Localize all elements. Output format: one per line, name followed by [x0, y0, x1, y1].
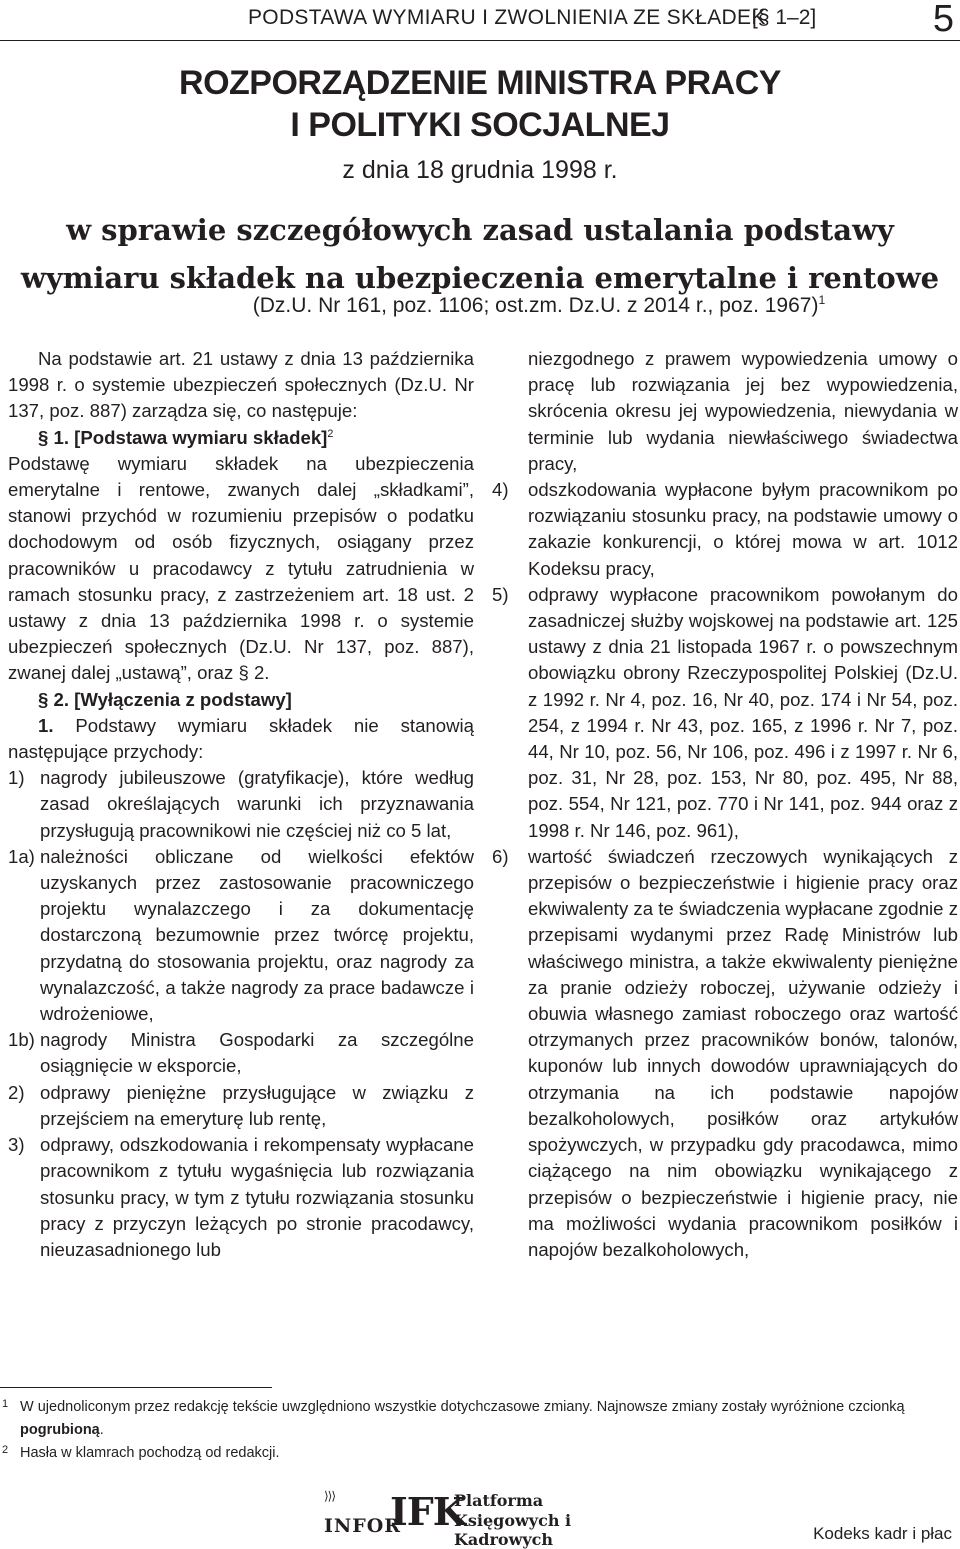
section-1-heading-text: § 1. [Podstawa wymiaru składek]: [38, 426, 328, 448]
logo-infor: INFOR: [324, 1515, 402, 1537]
list-item-label: 4): [492, 479, 509, 501]
logo-platform-line2: Księgowych i Kadrowych: [454, 1511, 572, 1549]
publisher-logo: [324, 1489, 654, 1549]
regulation-title-line2: I POLITYKI SOCJALNEJ: [290, 106, 670, 144]
footnote-rule: [0, 1387, 272, 1388]
right-column: [492, 346, 958, 1263]
footnote-label: 1: [2, 1398, 9, 1410]
footnote: [0, 1442, 955, 1465]
section-2-heading: § 2. [Wyłączenia z podstawy]: [38, 688, 292, 710]
regulation-title-line1: ROZPORZĄDZENIE MINISTRA PRACY: [179, 64, 781, 102]
list-item-text: należności obliczane od wielkości efektów uzyskanych przez zastosowanie pracowniczego projektu wynalazczego i za dokumentację dostarczoną bezumownie przez twórcę projektu, przydatną do stosowania projektu, oraz nagrody za wynalazczość, a także nagrody za prace badawcze i wdrożeniowe,: [40, 845, 474, 1025]
list-item-text: wartość świadczeń rzeczowych wynikających z przepisów o bezpieczeństwie i higienie pracy oraz ekwiwalenty za te świadczenia wypłacane zgodnie z przepisami wydanymi przez Radę Ministrów lub właściwego ministra, a także ekwiwalenty pieniężne za pranie odzieży roboczej, używanie odzieży i obuwia własnego zamiast roboczego oraz wartość otrzymanych przez pracowników bonów, talonów, kuponów lub innych dowodów uprawniających do otrzymania na ich podstawie napojów bezalkoholowych, posiłków oraz artykułów spożywczych, w przypadku gdy pracodawca, mimo ciążącego na nim obowiązku wynikającego z przepisów o bezpieczeństwie i higienie pracy, nie ma możliwości wydania pracownikom posiłków i napojów bezalkoholowych,: [528, 845, 958, 1260]
section-1-heading: [8, 425, 474, 451]
footnote-text: W ujednoliconym przez redakcję tekście uwzględniono wszystkie dotychczasowe zmiany. Najnowsze zmiany zostały wyróżnione czcionką: [20, 1399, 905, 1415]
list-item: [8, 1027, 474, 1079]
publication-text: (Dz.U. Nr 161, poz. 1106; ost.zm. Dz.U. z 2014 r., poz. 1967): [252, 294, 819, 317]
page-number: 5: [932, 0, 954, 40]
footnote-ref-1: 1: [818, 293, 826, 307]
list-item: [8, 765, 474, 844]
list-item: [492, 477, 958, 582]
item-3-continuation: niezgodnego z prawem wypowiedzenia umowy o pracę lub rozwiązania jej bez wypowiedzenia, skrócenia okresu jej wypowiedzenia, niewydania w terminie lub wydania niewłaściwego świadectwa pracy,: [528, 348, 958, 474]
regulation-title: [0, 62, 960, 146]
regulation-date: z dnia 18 grudnia 1998 r.: [342, 156, 618, 184]
regulation-subject-line1: w sprawie szczegółowych zasad ustalania podstawy: [66, 213, 894, 247]
list-item-text: nagrody Ministra Gospodarki za szczególne osiągnięcie w eksporcie,: [40, 1029, 474, 1077]
running-header: [0, 0, 960, 44]
list-item: [8, 1080, 474, 1132]
footnote-bold-text: pogrubioną: [20, 1422, 100, 1438]
list-item: [8, 844, 474, 1027]
list-item-label: 6): [492, 845, 509, 867]
section-2-lead-text: Podstawy wymiaru składek nie stanowią następujące przychody:: [8, 714, 474, 763]
logo-platform-line1: Platforma: [454, 1491, 544, 1510]
list-item-text: odprawy pieniężne przysługujące w związku z przejściem na emeryturę lub rentę,: [40, 1081, 474, 1129]
list-item-label: 3): [8, 1134, 25, 1156]
intro-paragraph: Na podstawie art. 21 ustawy z dnia 13 października 1998 r. o systemie ubezpieczeń społecznych (Dz.U. Nr 137, poz. 887) zarządza się, co następuje:: [8, 348, 474, 422]
section-2-lead-number: 1.: [38, 714, 54, 736]
footnote-text-end: .: [99, 1422, 104, 1438]
list-item-label: 2): [8, 1081, 25, 1103]
footnote-label: 2: [2, 1444, 9, 1456]
publication-name: Kodeks kadr i płac: [813, 1524, 952, 1543]
list-item-text: odprawy wypłacone pracownikom powołanym do zasadniczej służby wojskowej na podstawie art. 125 ustawy z dnia 21 listopada 1967 r. o powszechnym obowiązku obrony Rzeczypospolitej Polskiej (Dz.U. z 1992 r. Nr 4, poz. 16, Nr 40, poz. 174 i Nr 54, poz. 254, z 1994 r. Nr 43, poz. 165, z 1996 r. Nr 7, poz. 44, Nr 10, poz. 56, Nr 106, poz. 496 i z 1997 r. Nr 6, poz. 31, Nr 28, poz. 153, Nr 80, poz. 495, Nr 88, poz. 554, Nr 121, poz. 770 i Nr 141, poz. 944 oraz z 1998 r. Nr 146, poz. 961),: [528, 583, 958, 841]
list-item: [492, 582, 958, 844]
wings-icon: ⟩⟩⟩: [324, 1489, 336, 1503]
footnotes: [0, 1396, 955, 1465]
list-item: [8, 1132, 474, 1263]
regulation-subject-line2: wymiaru składek na ubezpieczenia emerytalne i rentowe: [20, 261, 940, 295]
list-item-label: 5): [492, 583, 509, 605]
publication-reference: [0, 294, 960, 318]
list-item-label: 1a): [8, 845, 35, 867]
footnote-ref-2: 2: [327, 427, 334, 440]
list-item-text: nagrody jubileuszowe (gratyfikacje), które według zasad określających warunki ich przyznawania przysługują pracownikowi nie częściej niż co 5 lat,: [40, 767, 474, 841]
footnote-text: Hasła w klamrach pochodzą od redakcji.: [20, 1445, 280, 1461]
list-item: [492, 844, 958, 1263]
left-column: [8, 346, 474, 1263]
header-rule: [0, 40, 960, 41]
logo-ifk: IFK: [390, 1489, 465, 1534]
section-1-text: Podstawę wymiaru składek na ubezpieczenia emerytalne i rentowe, zwanych dalej „składkami”, stanowi przychód w rozumieniu przepisów o podatku dochodowym od osób fizycznych, osiągany przez pracowników u pracodawcy z tytułu zatrudnienia w ramach stosunku pracy, z zastrzeżeniem art. 18 ust. 2 ustawy z dnia 13 października 1998 r. o systemie ubezpieczeń społecznych (Dz.U. Nr 137, poz. 887), zwanej dalej „ustawą”, oraz § 2.: [8, 452, 474, 684]
list-item-text: odprawy, odszkodowania i rekompensaty wypłacane pracownikom z tytułu wygaśnięcia lub rozwiązania stosunku pracy, w tym z tytułu rozwiązania stosunku pracy z przyczyn leżących po stronie pracodawcy, nieuzasadnionego lub: [40, 1134, 474, 1260]
list-item-label: 1): [8, 767, 25, 789]
list-item-text: odszkodowania wypłacone byłym pracownikom po rozwiązaniu stosunku pracy, na podstawie umowy o zakazie konkurencji, o której mowa w art. 1012 Kodeksu pracy,: [528, 479, 958, 579]
footnote: [0, 1396, 955, 1442]
section-2-lead: [8, 713, 474, 765]
list-item-label: 1b): [8, 1029, 35, 1051]
section-reference: [§ 1–2]: [752, 6, 817, 29]
section-title: PODSTAWA WYMIARU I ZWOLNIENIA ZE SKŁADEK: [248, 6, 766, 29]
regulation-subject: [0, 206, 960, 302]
